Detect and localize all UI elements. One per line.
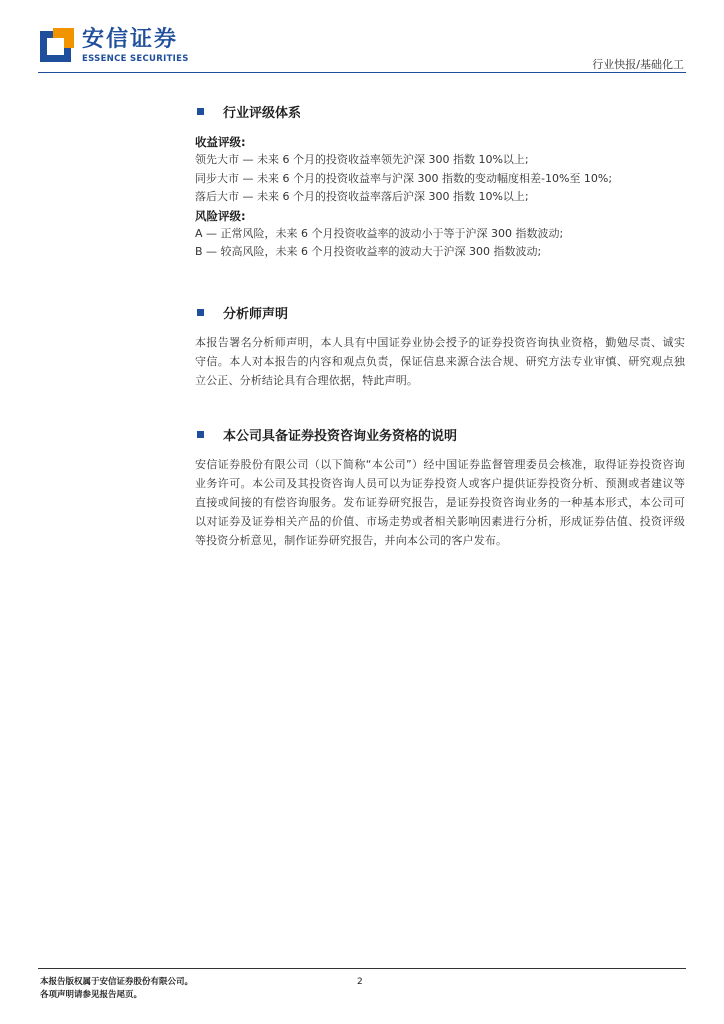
logo-english-name: ESSENCE SECURITIES — [82, 54, 189, 64]
company-logo — [40, 28, 189, 64]
risk-line: B — 较高风险，未来 6 个月投资收益率的波动大于沪深 300 指数波动; — [195, 245, 542, 258]
rating-line: 落后大市 — 未来 6 个月的投资收益率落后沪深 300 指数 10%以上; — [195, 190, 529, 203]
section-title: 行业评级体系 — [223, 106, 302, 121]
analyst-statement-body: 本报告署名分析师声明，本人具有中国证券业协会授予的证券投资咨询执业资格，勤勉尽责、诚实守信。本人对本报告的内容和观点负责，保证信息来源合法合规、研究方法专业审慎、研究观点独立公正、分析结论具有合理依据，特此声明。 — [195, 336, 685, 387]
rating-line: 领先大市 — 未来 6 个月的投资收益率领先沪深 300 指数 10%以上; — [195, 153, 529, 166]
page-number: 2 — [357, 977, 363, 987]
header-divider — [38, 72, 686, 73]
qualification-section — [195, 425, 685, 550]
section-heading — [195, 102, 685, 121]
footer-divider — [38, 968, 686, 969]
bullet-square-icon — [197, 309, 204, 316]
section-heading — [195, 303, 685, 322]
section-title: 本公司具备证券投资咨询业务资格的说明 — [223, 429, 458, 444]
disclaimer-note: 各项声明请参见报告尾页。 — [40, 990, 143, 1000]
logo-chinese-name: 安信证券 — [82, 27, 179, 52]
risk-line: A — 正常风险，未来 6 个月投资收益率的波动小于等于沪深 300 指数波动; — [195, 226, 564, 240]
bullet-square-icon — [197, 108, 204, 115]
report-type: 行业快报/基础化工 — [592, 58, 684, 71]
rating-section — [195, 102, 685, 262]
risk-rating-label: 风险评级: — [195, 208, 246, 223]
rating-line: 同步大市 — 未来 6 个月的投资收益率与沪深 300 指数的变动幅度相差-10%至 10%; — [195, 171, 613, 185]
qualification-body: 安信证券股份有限公司（以下简称“本公司”）经中国证券监督管理委员会核准，取得证券投资咨询业务许可。本公司及其投资咨询人员可以为证券投资人或客户提供证券投资分析、预测或者建议等直接或间接的有偿咨询服务。发布证券研究报告，是证券投资咨询业务的一种基本形式，本公司可以对证券及证券相关产品的价值、市场走势或者相关影响因素进行分析，形成证券估值、投资评级等投资分析意见，制作证券研究报告，并向本公司的客户发布。 — [195, 458, 685, 547]
analyst-section — [195, 303, 685, 390]
logo-mark-icon — [40, 28, 74, 62]
footer-notes — [40, 976, 193, 1002]
copyright-note: 本报告版权属于安信证券股份有限公司。 — [40, 977, 194, 987]
section-heading — [195, 425, 685, 444]
bullet-square-icon — [197, 431, 204, 438]
return-rating-label: 收益评级: — [195, 135, 246, 149]
section-title: 分析师声明 — [223, 307, 289, 322]
